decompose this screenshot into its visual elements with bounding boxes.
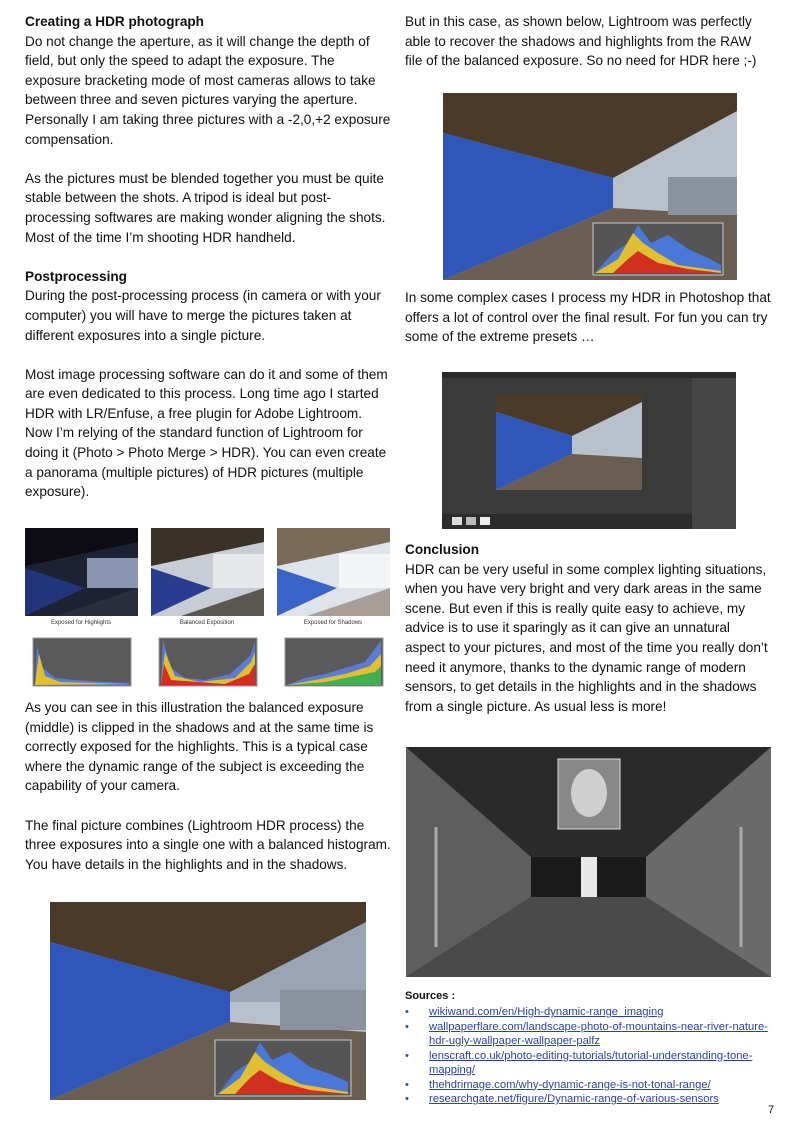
list-item [405,1020,775,1049]
heading-creating-hdr: Creating a HDR photograph [25,14,204,29]
paragraph-illustration: As you can see in this illustration the balanced exposure (middle) is clipped in the shadows and at the same time is correctly exposed for the highlights. This is a typical case where the dynamic range of the subject is exceeding the capability of your camera. [25,700,374,794]
photo-exposed-highlights [25,528,138,616]
source-link[interactable]: wallpaperflare.com/landscape-photo-of-mountains-near-river-nature-hdr-ugly-wallpaper-wallpaper-palfz [429,1020,768,1047]
paragraph-aperture: Do not change the aperture, as it will change the depth of field, but only the speed to adapt the exposure. The exposure bracketing mode of most cameras allows to take between three and seven pictures varying the aperture. Personally I am taking three pictures with a -2,0,+2 exposure compensation. [25,33,391,147]
paragraph-software: Most image processing software can do it and some of them are even dedicated to this process. Long time ago I started HDR with LR/Enfuse, a free plugin for Adobe Lightroom. Now I’m relying of the standard function of Lightroom for doing it (Photo > Photo Merge > HDR). You can even create a panorama (multiple pictures) of HDR pictures (multiple exposure). [25,366,388,500]
photo-final-hdr [50,902,366,1100]
exposure-comparison-figure [25,528,391,690]
paragraph-final-picture: The final picture combines (Lightroom HDR process) the three exposures into a single one with a balanced histogram. You have details in the highlights and in the shadows. [25,817,391,872]
photo-bw-hdr-hallway [406,747,771,977]
list-item [405,1049,775,1078]
source-link[interactable]: lenscraft.co.uk/photo-editing-tutorials/tutorial-understanding-tone-mapping/ [429,1049,753,1076]
histogram-shadows [285,638,383,686]
caption-shadows: Exposed for Shadows [303,620,363,626]
caption-balanced: Balanced Exposition [179,620,235,626]
paragraph-lightroom-recover: But in this case, as shown below, Lightroom was perfectly able to recover the shadows and highlights from the RAW file of the balanced exposure. So no need for HDR here ;-) [405,14,757,69]
list-item [405,1078,775,1093]
source-link[interactable]: researchgate.net/figure/Dynamic-range-of-various-sensors [429,1093,719,1105]
left-column [25,12,391,502]
page-number: 7 [768,1104,775,1116]
paragraph-photoshop: In some complex cases I process my HDR in Photoshop that offers a lot of control over the final result. For fun you can try some of the extreme presets … [405,290,771,345]
left-column-lower [25,698,391,874]
source-link[interactable]: thehdrimage.com/why-dynamic-range-is-not-tonal-range/ [429,1078,711,1091]
heading-postprocessing: Postprocessing [25,268,127,284]
heading-conclusion: Conclusion [405,542,480,557]
list-item [405,1092,775,1107]
photo-exposed-shadows [277,528,390,616]
right-column-conclusion [405,540,771,716]
paragraph-conclusion: HDR can be very useful in some complex lighting situations, when you have very bright and very dark areas in the same scene. But even if this is really quite easy to achieve, my advice is to use it sparingly as it can give an unnatural aspect to your pictures, and most of the time you really don’t need it anymore, thanks to the dynamic range of modern sensors, to get details in the highlights and in the shadows from a single picture. As usual less is more! [405,561,768,714]
paragraph-merge: During the post-processing process (in camera or with your computer) you will have to merge the pictures taken at different exposures into a single picture. [25,288,381,343]
source-link[interactable]: wikiwand.com/en/High-dynamic-range_imaging [429,1006,664,1018]
caption-highlights: Exposed for Highlights [50,620,112,626]
photo-balanced [151,528,264,616]
list-item [405,1005,775,1020]
right-column-mid [405,288,771,347]
paragraph-tripod: As the pictures must be blended together you must be quite stable between the shots. A tripod is ideal but post-processing softwares are making wonder aligning the shots. Most of the time I’m shooting HDR handheld. [25,170,386,245]
photo-lightroom-recovered [443,93,737,280]
histogram-highlights [33,638,131,686]
sources-heading: Sources : [405,990,456,1002]
sources-list [405,1005,775,1107]
photoshop-screenshot [442,372,736,529]
right-column [405,12,771,71]
histogram-balanced [159,638,257,686]
photoshop-canvas-image [496,394,642,490]
